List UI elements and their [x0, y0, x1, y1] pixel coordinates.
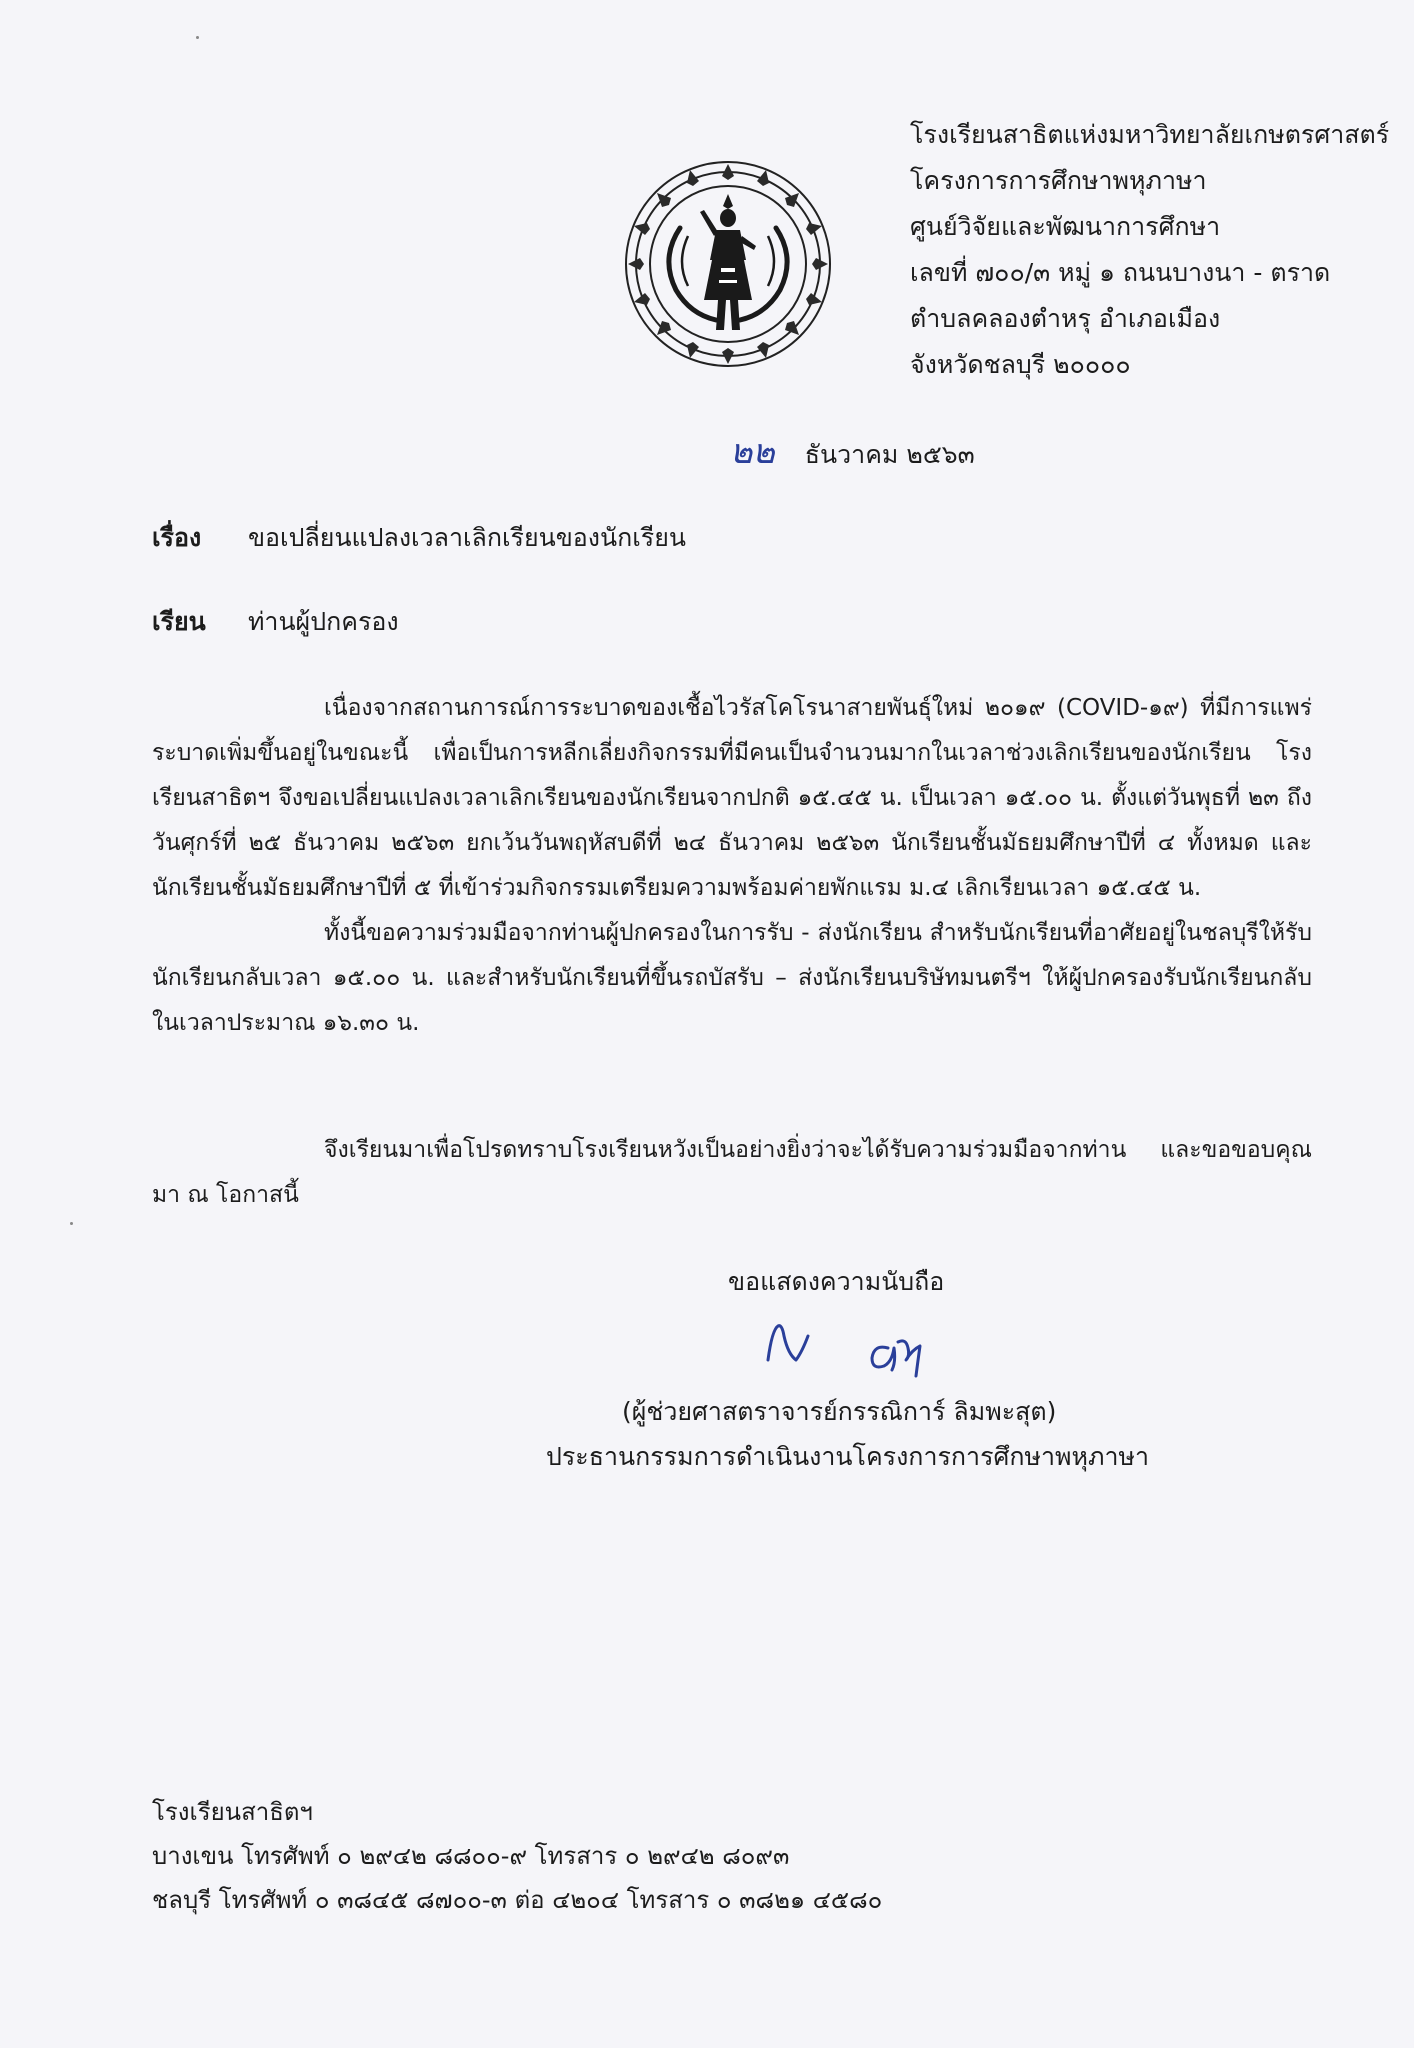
letter-body-closing: [152, 1128, 1312, 1218]
letter-footer: [152, 1790, 882, 1922]
scan-speck: [196, 36, 199, 39]
body-paragraph-1: เนื่องจากสถานการณ์การระบาดของเชื้อไวรัสโคโรนาสายพันธุ์ใหม่ ๒๐๑๙ (COVID-๑๙) ที่มีการแพร่ระบาดเพิ่มขึ้นอยู่ในขณะนี้ เพื่อเป็นการหลีกเลี่ยงกิจกรรมที่มีคนเป็นจำนวนมากในเวลาช่วงเลิกเรียนของนักเรียน โรงเรียนสาธิตฯ จึงขอเปลี่ยนแปลงเวลาเลิกเรียนของนักเรียนจากปกติ ๑๕.๔๕ น. เป็นเวลา ๑๕.๐๐ น. ตั้งแต่วันพุธที่ ๒๓ ถึงวันศุกร์ที่ ๒๕ ธันวาคม ๒๕๖๓ ยกเว้นวันพฤหัสบดีที่ ๒๔ ธันวาคม ๒๕๖๓ นักเรียนชั้นมัธยมศึกษาปีที่ ๔ ทั้งหมด และนักเรียนชั้นมัธยมศึกษาปีที่ ๕ ที่เข้าร่วมกิจกรรมเตรียมความพร้อมค่ายพักแรม ม.๔ เลิกเรียนเวลา ๑๕.๔๕ น.: [152, 695, 1312, 901]
body-paragraph-3: จึงเรียนมาเพื่อโปรดทราบโรงเรียนหวังเป็นอย่างยิ่งว่าจะได้รับความร่วมมือจากท่าน และขอขอบคุณมา ณ โอกาสนี้: [152, 1137, 1312, 1208]
address-line-center: ศูนย์วิจัยและพัฒนาการศึกษา: [910, 212, 1221, 241]
subject-text: ขอเปลี่ยนแปลงเวลาเลิกเรียนของนักเรียน: [247, 523, 686, 552]
subject-line: [152, 518, 686, 558]
subject-label: เรื่อง: [152, 523, 202, 552]
footer-chonburi-contact: ชลบุรี โทรศัพท์ ๐ ๓๘๔๕ ๘๗๐๐-๓ ต่อ ๔๒๐๔ โทรสาร ๐ ๓๘๒๑ ๔๕๘๐: [152, 1886, 883, 1914]
address-line-district: ตำบลคลองตำหรุ อำเภอเมือง: [910, 304, 1221, 333]
letterhead-address: [910, 112, 1390, 388]
recipient-line: [152, 602, 399, 642]
letter-body: [152, 686, 1312, 1046]
address-line-school: โรงเรียนสาธิตแห่งมหาวิทยาลัยเกษตรศาสตร์: [910, 120, 1390, 149]
body-paragraph-2: ทั้งนี้ขอความร่วมมือจากท่านผู้ปกครองในการรับ - ส่งนักเรียน สำหรับนักเรียนที่อาศัยอยู่ในชลบุรีให้รับนักเรียนกลับเวลา ๑๕.๐๐ น. และสำหรับนักเรียนที่ขึ้นรถบัสรับ – ส่งนักเรียนบริษัทมนตรีฯ ให้ผู้ปกครองรับนักเรียนกลับในเวลาประมาณ ๑๖.๓๐ น.: [152, 920, 1312, 1036]
footer-school: โรงเรียนสาธิตฯ: [152, 1798, 313, 1826]
recipient-text: ท่านผู้ปกครอง: [247, 607, 399, 636]
handwritten-signature-icon: [760, 1308, 960, 1388]
date-month-year: ธันวาคม ๒๕๖๓: [804, 440, 975, 469]
address-line-program: โครงการการศึกษาพหุภาษา: [910, 166, 1207, 195]
footer-bangkhen-contact: บางเขน โทรศัพท์ ๐ ๒๙๔๒ ๘๘๐๐-๙ โทรสาร ๐ ๒๙๔๒ ๘๐๙๓: [152, 1842, 790, 1870]
date-day-handwritten: ๒๒: [730, 432, 775, 472]
letter-date: [730, 424, 975, 478]
recipient-label: เรียน: [152, 607, 206, 636]
signer-title: ประธานกรรมการดำเนินงานโครงการการศึกษาพหุภาษา: [546, 1442, 1150, 1471]
scan-speck: [70, 1222, 73, 1225]
address-line-province: จังหวัดชลบุรี ๒๐๐๐๐: [910, 350, 1131, 379]
address-line-street: เลขที่ ๗๐๐/๓ หมู่ ๑ ถนนบางนา - ตราด: [910, 258, 1331, 287]
school-seal-icon: [622, 158, 834, 370]
closing-salutation: ขอแสดงความนับถือ: [728, 1267, 945, 1296]
signer-name: (ผู้ช่วยศาสตราจารย์กรรณิการ์ ลิมพะสุต): [622, 1397, 1057, 1426]
